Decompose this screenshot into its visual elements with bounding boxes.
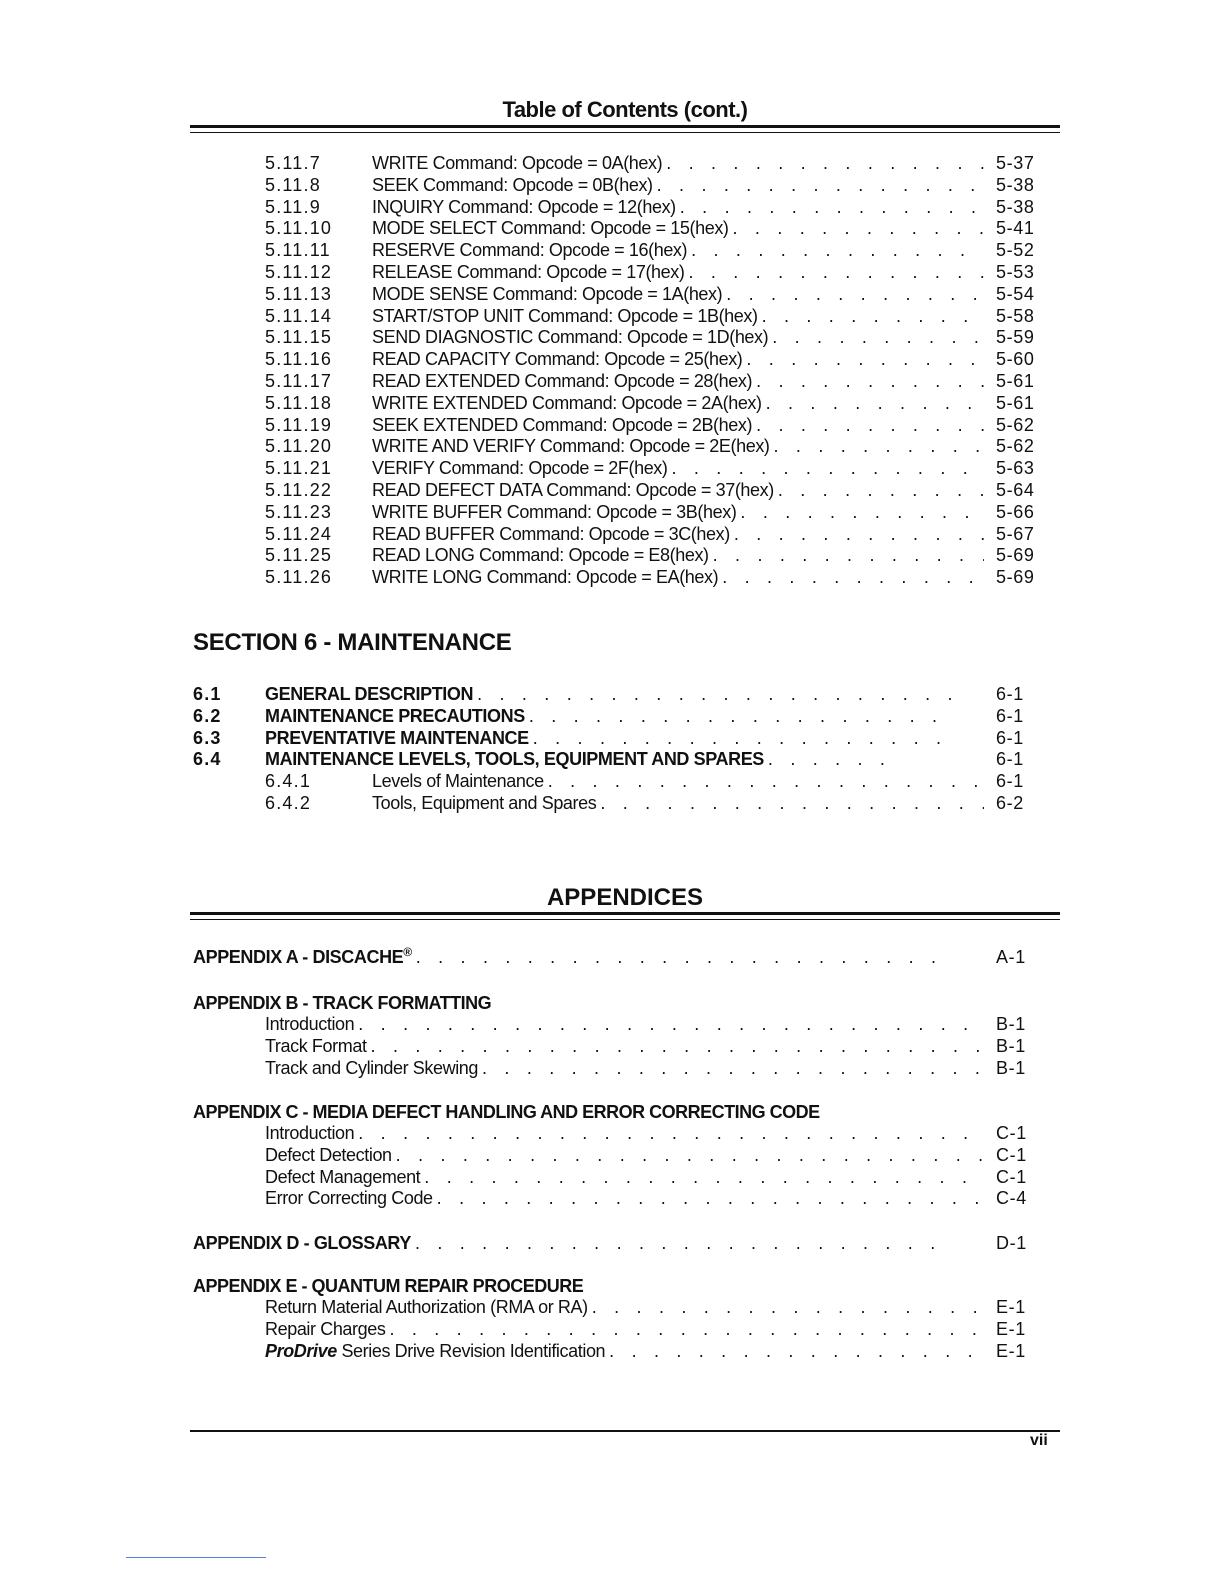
entry-number: 5.11.24	[265, 523, 333, 544]
entry-number: 5.11.11	[265, 240, 331, 261]
page-title: Table of Contents (cont.)	[502, 97, 748, 122]
entry-number: 5.11.17	[265, 371, 333, 391]
entry-number: 5.11.23	[265, 501, 333, 522]
page-number: vii	[1030, 1432, 1048, 1449]
dot-leader	[392, 1144, 985, 1166]
entry-page: 5-60	[996, 349, 1035, 370]
entry-title: MODE SELECT Command: Opcode = 15(hex)	[372, 218, 729, 239]
entry-page: D-1	[996, 1233, 1027, 1253]
entry-page: B-1	[996, 1035, 1026, 1056]
entry-number: 5.11.21	[265, 458, 333, 479]
entry-number: 5.11.26	[265, 567, 333, 588]
entry-page: 5-64	[996, 480, 1035, 500]
entry-title: Return Material Authorization (RMA or RA)	[265, 1297, 588, 1317]
dot-leader	[588, 1296, 985, 1318]
entry-title: RESERVE Command: Opcode = 16(hex)	[372, 240, 688, 261]
entry-title: WRITE AND VERIFY Command: Opcode = 2E(hex)	[372, 436, 770, 457]
dot-leader	[718, 566, 984, 588]
entry-page: 6-1	[996, 771, 1024, 791]
entry-page: 5-54	[996, 283, 1035, 304]
entry-page: 5-63	[996, 458, 1035, 479]
entry-page: C-1	[996, 1144, 1027, 1165]
entry-title: Error Correcting Code	[265, 1188, 433, 1209]
dot-leader	[412, 946, 938, 968]
entry-title: Defect Detection	[265, 1144, 392, 1165]
dot-leader	[529, 727, 945, 749]
entry-number: 5.11.16	[265, 349, 333, 370]
entry-number: 6.2	[193, 705, 222, 726]
header-rule	[190, 125, 1060, 133]
entry-number: 5.11.10	[265, 218, 333, 239]
dot-leader	[752, 414, 984, 436]
dot-leader	[605, 1340, 985, 1362]
dot-leader	[736, 501, 984, 523]
entry-title: READ CAPACITY Command: Opcode = 25(hex)	[372, 349, 743, 370]
entry-title: Tools, Equipment and Spares	[372, 792, 597, 813]
entry-page: E-1	[996, 1318, 1026, 1339]
dot-leader	[411, 1232, 945, 1254]
appendices-title: APPENDICES	[546, 884, 704, 911]
entry-number: 6.4.1	[265, 771, 312, 791]
appendices-rule	[190, 912, 1060, 920]
entry-page: 5-38	[996, 196, 1035, 217]
entry-number: 5.11.13	[265, 283, 333, 304]
entry-title: MODE SENSE Command: Opcode = 1A(hex)	[372, 283, 723, 304]
entry-page: 6-1	[996, 705, 1024, 726]
dot-leader	[662, 152, 984, 174]
entry-page: E-1	[996, 1297, 1026, 1317]
dot-leader	[596, 792, 984, 814]
entry-title: INQUIRY Command: Opcode = 12(hex)	[372, 196, 676, 217]
entry-page: B-1	[996, 1057, 1026, 1078]
brand-name: ProDrive	[265, 1340, 337, 1361]
entry-title: Repair Charges	[265, 1318, 386, 1339]
dot-leader	[478, 1057, 985, 1079]
entry-number: 5.11.22	[265, 480, 333, 500]
entry-page: 5-41	[996, 218, 1035, 239]
entry-number: 6.4.2	[265, 792, 312, 813]
entry-page: 5-62	[996, 436, 1035, 457]
entry-page: C-1	[996, 1123, 1027, 1143]
entry-title: WRITE EXTENDED Command: Opcode = 2A(hex)	[372, 392, 762, 413]
entry-title: RELEASE Command: Opcode = 17(hex)	[372, 262, 685, 282]
entry-page: 5-61	[996, 392, 1035, 413]
entry-title: Introduction	[265, 1014, 355, 1034]
entry-title: GENERAL DESCRIPTION	[265, 684, 474, 704]
entry-number: 5.11.20	[265, 436, 333, 457]
entry-title: WRITE LONG Command: Opcode = EA(hex)	[372, 567, 719, 588]
dot-leader	[544, 770, 984, 792]
entry-page: 5-52	[996, 240, 1035, 261]
entry-page: 5-67	[996, 523, 1035, 544]
dot-leader	[729, 217, 984, 239]
dot-leader	[653, 174, 984, 196]
entry-page: A-1	[996, 947, 1026, 967]
entry-title: APPENDIX A - DISCACHE®	[193, 946, 412, 967]
footer-rule	[190, 1430, 1060, 1432]
dot-leader	[668, 457, 985, 479]
dot-leader	[764, 748, 885, 770]
entry-number: 5.11.12	[265, 262, 333, 282]
entry-page: 5-38	[996, 174, 1035, 195]
dot-leader	[752, 370, 984, 392]
dot-leader	[722, 283, 984, 305]
entry-page: E-1	[996, 1340, 1026, 1361]
entry-page: B-1	[996, 1014, 1026, 1034]
entry-page: 5-66	[996, 501, 1035, 522]
dot-leader	[770, 435, 984, 457]
entry-page: 6-1	[996, 749, 1024, 770]
entry-number: 5.11.19	[265, 414, 333, 435]
entry-title: ProDrive Series Drive Revision Identification	[265, 1340, 606, 1361]
entry-title: WRITE Command: Opcode = 0A(hex)	[372, 153, 663, 173]
appendix-e-heading[interactable]: APPENDIX E - QUANTUM REPAIR PROCEDURE	[193, 1276, 584, 1296]
entry-page: 6-1	[996, 727, 1024, 748]
entry-title: READ EXTENDED Command: Opcode = 28(hex)	[372, 371, 753, 391]
dot-leader	[473, 683, 955, 705]
entry-page: 5-53	[996, 262, 1035, 282]
entry-title: PREVENTATIVE MAINTENANCE	[265, 727, 529, 748]
dot-leader	[385, 1318, 985, 1340]
dot-leader	[433, 1187, 985, 1209]
entry-title: APPENDIX D - GLOSSARY	[193, 1233, 411, 1253]
entry-title: WRITE BUFFER Command: Opcode = 3B(hex)	[372, 501, 737, 522]
dot-leader	[687, 239, 984, 261]
dot-leader	[730, 523, 984, 545]
dot-leader	[367, 1035, 985, 1057]
entry-title: MAINTENANCE PRECAUTIONS	[265, 705, 525, 726]
entry-title: MAINTENANCE LEVELS, TOOLS, EQUIPMENT AND SPARES	[265, 749, 764, 770]
entry-number: 5.11.14	[265, 305, 333, 326]
entry-title: Defect Management	[265, 1166, 421, 1187]
scan-artifact-line	[126, 1557, 266, 1558]
entry-number: 6.4	[193, 749, 222, 770]
entry-title: Levels of Maintenance	[372, 771, 544, 791]
dot-leader	[762, 392, 984, 414]
dot-leader	[525, 705, 945, 727]
entry-title: Introduction	[265, 1123, 355, 1143]
entry-number: 5.11.25	[265, 545, 333, 566]
entry-page: 5-61	[996, 371, 1035, 391]
entry-page: 5-59	[996, 327, 1035, 348]
entry-page: 5-37	[996, 153, 1035, 173]
dot-leader	[742, 348, 984, 370]
section-heading: SECTION 6 - MAINTENANCE	[193, 629, 512, 656]
dot-leader	[709, 544, 984, 566]
entry-page: 5-69	[996, 567, 1035, 588]
appendix-b-heading[interactable]: APPENDIX B - TRACK FORMATTING	[193, 993, 492, 1013]
entry-number: 6.3	[193, 727, 222, 748]
entry-page: 5-58	[996, 305, 1035, 326]
entry-number: 5.11.15	[265, 327, 333, 348]
entry-number: 5.11.8	[265, 174, 321, 195]
entry-page: C-1	[996, 1166, 1027, 1187]
entry-page: 6-2	[996, 792, 1024, 813]
dot-leader	[420, 1166, 985, 1188]
dot-leader	[676, 196, 984, 218]
entry-title: READ BUFFER Command: Opcode = 3C(hex)	[372, 523, 730, 544]
dot-leader	[774, 479, 984, 501]
dot-leader	[684, 261, 984, 283]
dot-leader	[758, 305, 984, 327]
entry-title: VERIFY Command: Opcode = 2F(hex)	[372, 458, 668, 479]
entry-number: 5.11.18	[265, 392, 333, 413]
appendix-c-heading[interactable]: APPENDIX C - MEDIA DEFECT HANDLING AND ERROR CORRECTING CODE	[193, 1102, 820, 1122]
entry-page: 6-1	[996, 684, 1024, 704]
entry-number: 5.11.7	[265, 153, 321, 173]
dot-leader	[768, 326, 984, 348]
entry-title: READ LONG Command: Opcode = E8(hex)	[372, 545, 709, 566]
dot-leader	[354, 1122, 985, 1144]
entry-number: 6.1	[193, 684, 222, 704]
entry-title: SEND DIAGNOSTIC Command: Opcode = 1D(hex)	[372, 327, 769, 348]
entry-title: START/STOP UNIT Command: Opcode = 1B(hex)	[372, 305, 758, 326]
entry-page: 5-69	[996, 545, 1035, 566]
entry-title: SEEK EXTENDED Command: Opcode = 2B(hex)	[372, 414, 753, 435]
entry-page: C-4	[996, 1188, 1027, 1209]
entry-number: 5.11.9	[265, 196, 321, 217]
entry-title: READ DEFECT DATA Command: Opcode = 37(hex)	[372, 480, 774, 500]
dot-leader	[354, 1013, 985, 1035]
entry-page: 5-62	[996, 414, 1035, 435]
entry-title: Track Format	[265, 1035, 367, 1056]
entry-title: Track and Cylinder Skewing	[265, 1057, 479, 1078]
entry-title: SEEK Command: Opcode = 0B(hex)	[372, 174, 653, 195]
